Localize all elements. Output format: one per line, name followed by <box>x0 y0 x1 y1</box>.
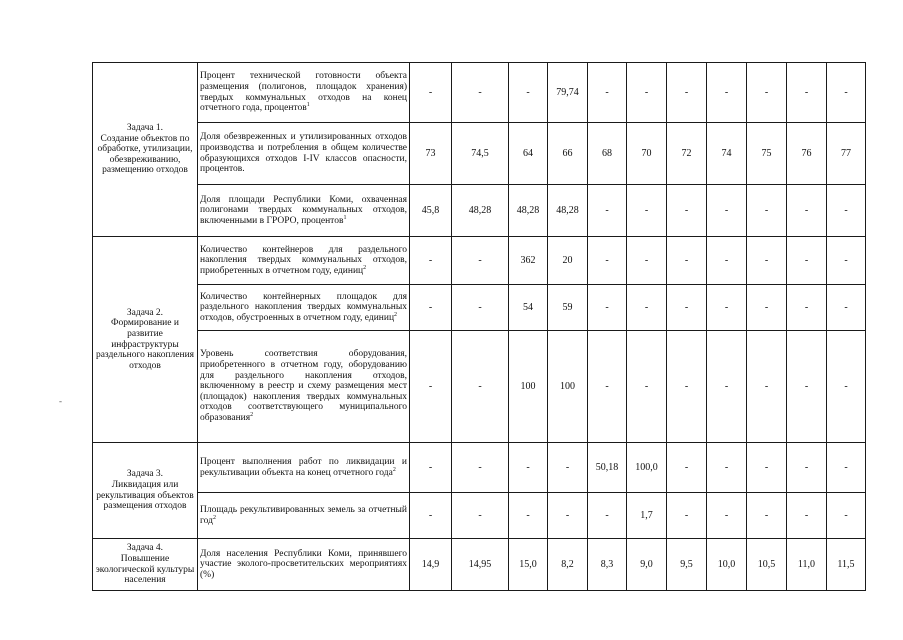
value-cell: 73 <box>410 123 452 185</box>
indicator-text: Уровень соответствия оборудования, приобретенного в отчетном году, оборудованию для раздельного накопления отходов, включенному в реестр и схему размещения мест (площадок) накопления твердых коммунальных отходов соответствующего муниципального образования <box>200 349 407 424</box>
indicator-cell <box>198 185 410 237</box>
indicator-cell <box>198 63 410 123</box>
value-cell: - <box>667 285 707 331</box>
footnote-mark: 1 <box>306 101 310 108</box>
indicator-cell <box>198 285 410 331</box>
value-cell: 20 <box>548 237 588 285</box>
value-cell: - <box>410 237 452 285</box>
indicator-text: Доля населения Республики Коми, принявшего участие эколого-просветительских мероприятиях (%) <box>200 548 407 580</box>
value-cell: 9,0 <box>627 539 667 591</box>
indicator-text: Процент выполнения работ по ликвидации и рекультивации объекта на конец отчетного года <box>200 456 407 478</box>
value-cell: - <box>747 493 787 539</box>
value-cell: 362 <box>509 237 548 285</box>
value-cell: - <box>509 443 548 493</box>
value-cell: - <box>667 185 707 237</box>
stray-mark: - <box>59 396 62 406</box>
value-cell: 66 <box>548 123 588 185</box>
value-cell: - <box>747 285 787 331</box>
value-cell: - <box>787 285 827 331</box>
value-cell: - <box>452 443 509 493</box>
value-cell: - <box>509 63 548 123</box>
value-cell: 48,28 <box>452 185 509 237</box>
task-cell: Задача 4. Повышение экологической культуры населения <box>93 539 198 591</box>
value-cell: - <box>787 63 827 123</box>
table-row <box>93 493 866 539</box>
value-cell: - <box>452 493 509 539</box>
value-cell: 64 <box>509 123 548 185</box>
value-cell: - <box>787 185 827 237</box>
value-cell: - <box>707 331 747 443</box>
indicator-cell <box>198 493 410 539</box>
value-cell: - <box>452 331 509 443</box>
value-cell: 10,5 <box>747 539 787 591</box>
value-cell: - <box>747 63 787 123</box>
value-cell: - <box>410 63 452 123</box>
value-cell: - <box>410 331 452 443</box>
value-cell: 9,5 <box>667 539 707 591</box>
value-cell: - <box>707 185 747 237</box>
value-cell: - <box>509 493 548 539</box>
value-cell: - <box>827 331 866 443</box>
indicator-cell <box>198 443 410 493</box>
footnote-mark: 1 <box>343 214 347 221</box>
table-row <box>93 331 866 443</box>
value-cell: - <box>588 493 627 539</box>
value-cell: 79,74 <box>548 63 588 123</box>
value-cell: 50,18 <box>588 443 627 493</box>
value-cell: - <box>588 185 627 237</box>
value-cell: - <box>747 237 787 285</box>
value-cell: 48,28 <box>509 185 548 237</box>
value-cell: - <box>667 331 707 443</box>
value-cell: - <box>707 63 747 123</box>
value-cell: - <box>707 443 747 493</box>
indicator-text: Количество контейнерных площадок для раздельного накопления твердых коммунальных отходов, обустроенных в отчетном году, единиц <box>200 291 407 323</box>
task-cell: Задача 3. Ликвидация или рекультивация объектов размещения отходов <box>93 443 198 539</box>
value-cell: - <box>787 237 827 285</box>
table-row <box>93 443 866 493</box>
value-cell: - <box>588 63 627 123</box>
value-cell: - <box>410 285 452 331</box>
value-cell: - <box>588 331 627 443</box>
value-cell: 76 <box>787 123 827 185</box>
task-cell: Задача 1. Создание объектов по обработке, утилизации, обезвреживанию, размещению отходов <box>93 63 198 237</box>
footnote-mark: 2 <box>363 264 367 271</box>
table-row <box>93 237 866 285</box>
value-cell: 100 <box>509 331 548 443</box>
value-cell: - <box>707 493 747 539</box>
indicator-cell <box>198 331 410 443</box>
indicator-text: Доля площади Республики Коми, охваченная полигонами твердых коммунальных отходов, включенными в ГРОРО, процентов <box>200 194 407 226</box>
table-row <box>93 285 866 331</box>
table-row <box>93 63 866 123</box>
value-cell: - <box>747 185 787 237</box>
value-cell: - <box>827 185 866 237</box>
value-cell: - <box>787 443 827 493</box>
value-cell: - <box>627 185 667 237</box>
footnote-mark: 2 <box>394 311 398 318</box>
value-cell: 72 <box>667 123 707 185</box>
indicator-cell <box>198 123 410 185</box>
value-cell: - <box>827 443 866 493</box>
value-cell: 100,0 <box>627 443 667 493</box>
value-cell: - <box>410 493 452 539</box>
footnote-mark: 2 <box>212 514 216 521</box>
value-cell: - <box>827 237 866 285</box>
value-cell: - <box>827 493 866 539</box>
value-cell: - <box>667 443 707 493</box>
value-cell: - <box>667 493 707 539</box>
value-cell: - <box>827 285 866 331</box>
value-cell: 14,9 <box>410 539 452 591</box>
value-cell: 100 <box>548 331 588 443</box>
value-cell: 15,0 <box>509 539 548 591</box>
value-cell: 68 <box>588 123 627 185</box>
value-cell: 54 <box>509 285 548 331</box>
value-cell: - <box>627 237 667 285</box>
indicator-cell <box>198 237 410 285</box>
value-cell: - <box>747 443 787 493</box>
value-cell: 14,95 <box>452 539 509 591</box>
value-cell: - <box>627 285 667 331</box>
value-cell: - <box>452 237 509 285</box>
value-cell: - <box>452 63 509 123</box>
value-cell: - <box>548 493 588 539</box>
task-cell: Задача 2. Формирование и развитие инфраструктуры раздельного накопления отходов <box>93 237 198 443</box>
value-cell: - <box>548 443 588 493</box>
indicators-table <box>92 62 866 591</box>
value-cell: - <box>410 443 452 493</box>
value-cell: 77 <box>827 123 866 185</box>
value-cell: - <box>452 285 509 331</box>
table-row <box>93 185 866 237</box>
indicator-text: Площадь рекультивированных земель за отчетный год <box>200 504 407 526</box>
value-cell: - <box>747 331 787 443</box>
value-cell: 8,2 <box>548 539 588 591</box>
value-cell: - <box>588 285 627 331</box>
value-cell: 59 <box>548 285 588 331</box>
value-cell: - <box>588 237 627 285</box>
value-cell: 75 <box>747 123 787 185</box>
footnote-mark: 2 <box>392 466 396 473</box>
indicator-text: Количество контейнеров для раздельного накопления твердых коммунальных отходов, приобретенных в отчетном году, единиц <box>200 244 407 276</box>
value-cell: - <box>667 63 707 123</box>
value-cell: 74 <box>707 123 747 185</box>
indicator-cell <box>198 539 410 591</box>
value-cell: 8,3 <box>588 539 627 591</box>
value-cell: 48,28 <box>548 185 588 237</box>
value-cell: 70 <box>627 123 667 185</box>
value-cell: 10,0 <box>707 539 747 591</box>
table-row <box>93 123 866 185</box>
indicator-text: Доля обезвреженных и утилизированных отходов производства и потребления в общем количестве образующихся отходов I-IV классов опасности, процентов. <box>200 132 407 175</box>
value-cell: - <box>707 285 747 331</box>
indicator-text: Процент технической готовности объекта размещения (полигонов, площадок хранения) твердых коммунальных отходов на конец отчетного года, процентов <box>200 71 407 114</box>
value-cell: 11,0 <box>787 539 827 591</box>
value-cell: - <box>787 493 827 539</box>
value-cell: - <box>667 237 707 285</box>
value-cell: 11,5 <box>827 539 866 591</box>
value-cell: - <box>627 331 667 443</box>
value-cell: - <box>707 237 747 285</box>
value-cell: 74,5 <box>452 123 509 185</box>
value-cell: 45,8 <box>410 185 452 237</box>
value-cell: 1,7 <box>627 493 667 539</box>
footnote-mark: 2 <box>250 411 254 418</box>
table-row <box>93 539 866 591</box>
value-cell: - <box>627 63 667 123</box>
value-cell: - <box>787 331 827 443</box>
value-cell: - <box>827 63 866 123</box>
